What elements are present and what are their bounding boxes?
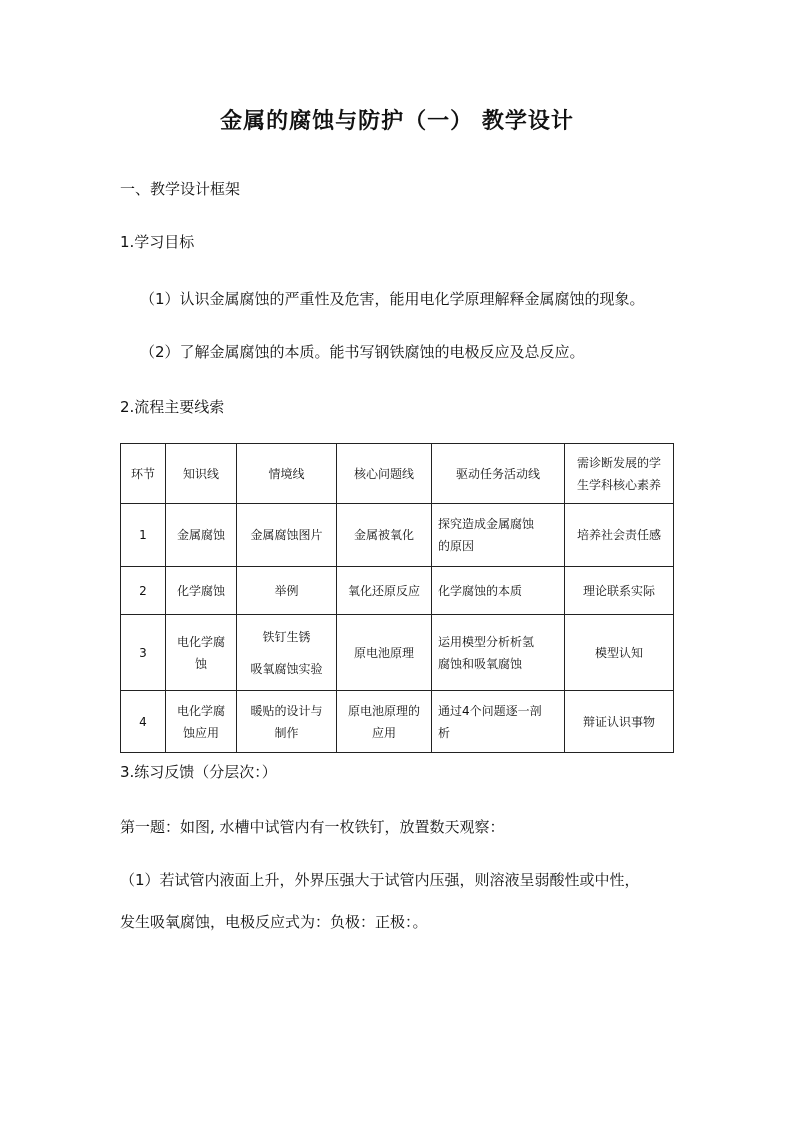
cell-literacy: 培养社会责任感 (565, 504, 674, 567)
process-table (120, 443, 674, 753)
cell-task (432, 691, 565, 753)
cell-stage: 1 (121, 504, 166, 567)
subheading-learning-goals: 1.学习目标 (120, 233, 195, 251)
cell-context-line1: 暖贴的设计与 (250, 703, 323, 718)
table-row (121, 615, 674, 691)
cell-knowledge-line2: 蚀应用 (182, 725, 219, 740)
cell-knowledge (166, 691, 237, 753)
header-cell-literacy-line2: 生学科核心素养 (576, 477, 661, 492)
question-1: 第一题：如图, 水槽中试管内有一枚铁钉，放置数天观察： (120, 818, 505, 836)
cell-literacy: 理论联系实际 (565, 567, 674, 615)
page-title: 金属的腐蚀与防护（一） 教学设计 (220, 109, 574, 134)
subheading-process-clues: 2.流程主要线索 (120, 398, 225, 416)
cell-stage: 4 (121, 691, 166, 753)
table-row (121, 504, 674, 567)
cell-task (432, 615, 565, 691)
header-cell-literacy (565, 444, 674, 504)
table-header-row (121, 444, 674, 504)
cell-stage: 3 (121, 615, 166, 691)
cell-task-line2: 析 (438, 725, 451, 740)
table-row (121, 691, 674, 753)
table-row (121, 567, 674, 615)
cell-stage: 2 (121, 567, 166, 615)
cell-core-question: 金属被氧化 (337, 504, 432, 567)
cell-knowledge-line1: 电化学腐 (176, 703, 225, 718)
header-cell-core-question: 核心问题线 (337, 444, 432, 504)
cell-core-question (337, 691, 432, 753)
cell-knowledge (166, 615, 237, 691)
cell-context (237, 691, 337, 753)
cell-task-line2: 腐蚀和吸氧腐蚀 (438, 656, 523, 671)
cell-task-line2: 的原因 (438, 539, 475, 553)
cell-core-question-line1: 原电池原理的 (347, 703, 420, 718)
cell-knowledge-line1: 电化学腐 (176, 634, 225, 649)
cell-core-question-line2: 应用 (371, 725, 396, 740)
cell-context-line2: 制作 (274, 725, 299, 740)
cell-context-line1: 铁钉生锈 (262, 629, 311, 644)
question-1-part-1: （1）若试管内液面上升，外界压强大于试管内压强，则溶液呈弱酸性或中性， (120, 871, 640, 889)
header-cell-task: 驱动任务活动线 (432, 444, 565, 504)
goal-item-2: （2）了解金属腐蚀的本质。能书写钢铁腐蚀的电极反应及总反应。 (140, 343, 585, 361)
cell-context: 举例 (237, 567, 337, 615)
cell-core-question: 氧化还原反应 (337, 567, 432, 615)
cell-knowledge: 化学腐蚀 (166, 567, 237, 615)
header-cell-literacy-line1: 需诊断发展的学 (576, 455, 661, 470)
header-cell-stage: 环节 (121, 444, 166, 504)
cell-task: 化学腐蚀的本质 (432, 567, 565, 615)
cell-context: 金属腐蚀图片 (237, 504, 337, 567)
cell-context (237, 615, 337, 691)
cell-context-line2: 吸氧腐蚀实验 (250, 661, 323, 676)
header-cell-knowledge: 知识线 (166, 444, 237, 504)
cell-literacy: 辩证认识事物 (565, 691, 674, 753)
cell-task-line1: 通过4个问题逐一剖 (438, 703, 542, 718)
cell-task (432, 504, 565, 567)
question-1-part-1-continued: 发生吸氧腐蚀，电极反应式为：负极：正极：。 (120, 913, 428, 931)
header-cell-context: 情境线 (237, 444, 337, 504)
cell-core-question: 原电池原理 (337, 615, 432, 691)
section-heading-framework: 一、教学设计框架 (120, 180, 241, 198)
cell-knowledge-line2: 蚀 (194, 656, 207, 671)
subheading-practice-feedback: 3.练习反馈（分层次：） (120, 763, 277, 781)
cell-literacy: 模型认知 (565, 615, 674, 691)
cell-task-line1: 运用模型分析析氢 (438, 634, 535, 649)
cell-task-line1: 探究造成金属腐蚀 (438, 517, 535, 531)
cell-knowledge: 金属腐蚀 (166, 504, 237, 567)
cell-spacer (240, 648, 333, 658)
goal-item-1: （1）认识金属腐蚀的严重性及危害，能用电化学原理解释金属腐蚀的现象。 (140, 290, 645, 308)
